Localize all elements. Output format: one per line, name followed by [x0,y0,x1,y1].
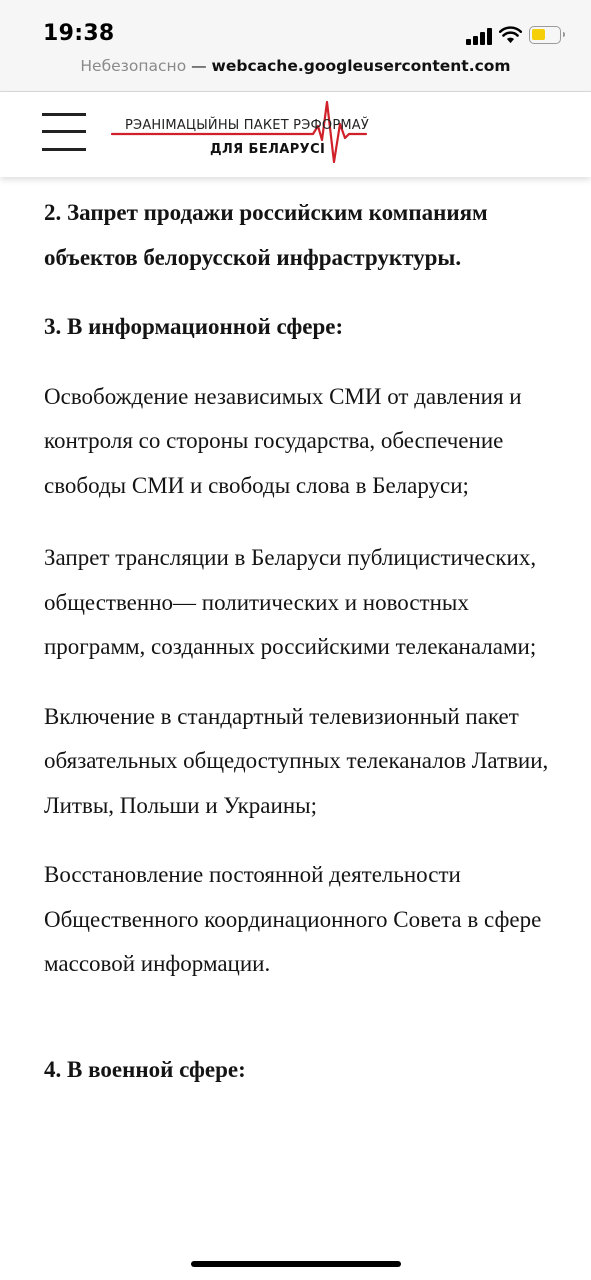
wifi-icon [499,25,522,44]
section-heading-3: 3. В информационной сфере: [44,314,344,339]
address-separator: — [186,57,212,75]
browser-top-bar [0,0,591,92]
menu-hamburger-icon[interactable] [42,113,86,151]
site-header [0,92,591,177]
status-time: 19:38 [43,21,115,46]
article-body [44,191,559,1092]
article-paragraph: Включение в стандартный телевизионный пакет обязательных общедоступных телеканалов Латвии, Литвы, Польши и Украины; [44,703,549,818]
address-bar[interactable] [0,57,591,75]
section-heading-4: 4. В военной сфере: [44,1056,246,1082]
article-paragraph: Запрет трансляции в Беларуси публицистических, общественно— политических и новостных программ, созданных российскими телеканалами; [44,545,537,659]
cellular-signal-icon [466,27,492,45]
article-paragraph: Восстановление постоянной деятельности Общественного координационного Совета в сфере массовой информации. [44,862,542,976]
home-indicator[interactable] [191,1261,401,1267]
heartbeat-line-icon [108,96,370,170]
address-host: webcache.googleusercontent.com [211,57,511,75]
battery-icon [529,26,561,44]
site-logo[interactable] [108,96,370,170]
security-status: Небезопасно [80,57,187,75]
battery-level [532,29,545,40]
logo-title-line1: РЭАНІМАЦЫЙНЫ ПАКЕТ РЭФОРМАЎ [125,118,369,133]
logo-title-line2: ДЛЯ БЕЛАРУСІ [210,142,326,157]
article-paragraph: Освобождение независимых СМИ от давления и контроля со стороны государства, обеспечение свободы СМИ и свободы слова в Беларуси; [44,383,522,498]
section-heading-2: 2. Запрет продажи российским компаниям объектов белорусской инфраструктуры. [44,200,488,270]
